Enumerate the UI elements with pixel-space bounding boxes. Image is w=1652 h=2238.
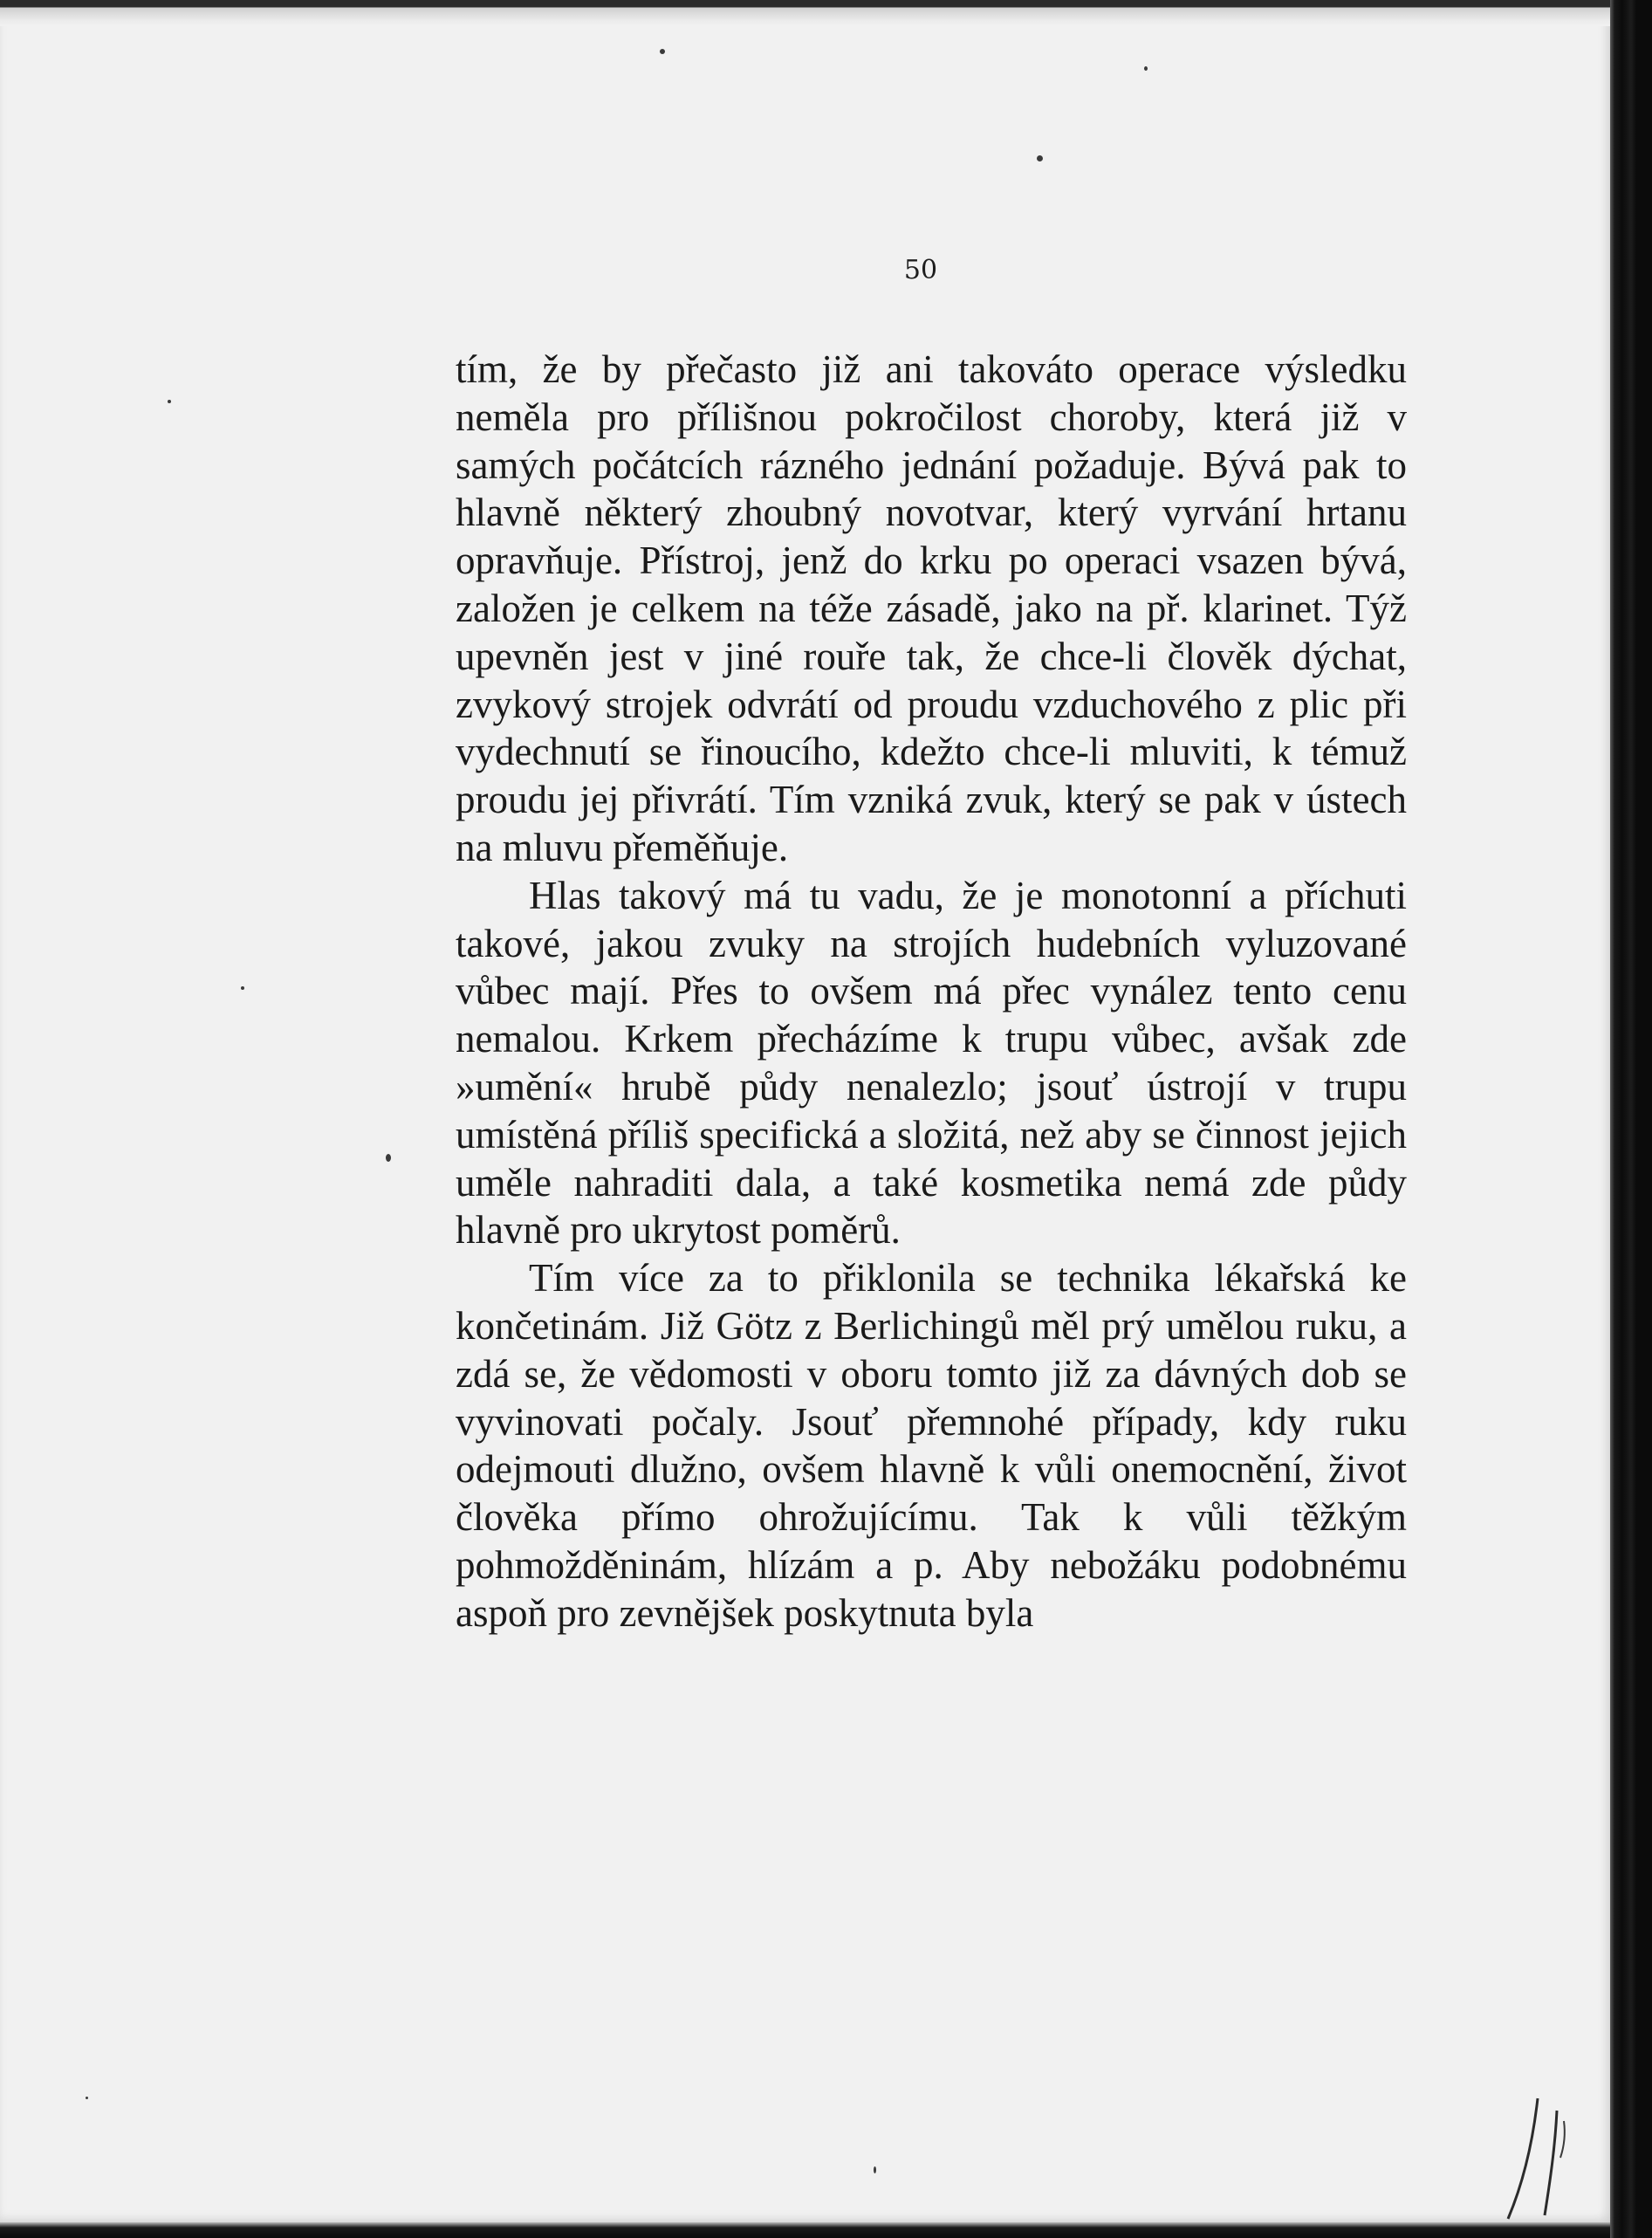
page-number: 50 [903,255,938,285]
dust-speck [874,2166,876,2173]
dust-speck [386,1154,391,1162]
paragraph: Tím více za to přiklonila se technika lékařská ke končetinám. Již Götz z Berlichingů měl prý umělou ruku, a zdá se, že vědomosti v oboru tomto již za dávných dob se vyvinovati počaly. Jsouť přemnohé případy, kdy ruku odejmouti dlužno, ovšem hlavně k vůli onemocnění, život člověka přímo ohrožujícímu. Tak k vůli těžkým pohmožděninám, hlízám a p. Aby nebožáku podobnému aspoň pro zevnějšek poskytnuta byla [456,1256,1407,1635]
paragraph: Hlas takový má tu vadu, že je monotonní a příchuti takové, jakou zvuky na strojích hudebních vyluzované vůbec mají. Přes to ovšem má přec vynález tento cenu nemalou. Krkem přecházíme k trupu vůbec, avšak zde »umění« hrubě půdy nenalezlo; jsouť ústrojí v trupu umístěná příliš specifická a složitá, než aby se činnost jejich uměle nahraditi dala, a také kosmetika nemá zde půdy hlavně pro ukrytost poměrů. [456,873,1407,1253]
top-page-edge [0,0,1610,26]
bottom-page-edge [0,2222,1610,2238]
right-page-edge [1610,0,1652,2238]
dust-speck [241,986,244,990]
dust-speck [86,2097,88,2099]
dust-speck [168,400,171,403]
dust-speck [660,49,665,54]
body-text [456,346,1407,1637]
dust-speck [1037,155,1043,161]
paragraph: tím, že by přečasto již ani takováto operace výsledku neměla pro přílišnou pokročilost choroby, která již v samých počátcích rázného jednání požaduje. Bývá pak to hlavně některý zhoubný novotvar, který vyrvání hrtanu opravňuje. Přístroj, jenž do krku po operaci vsazen bývá, založen je celkem na téže zásadě, jako na př. klarinet. Týž upevněn jest v jiné rouře tak, že chce-li člověk dýchat, zvykový strojek odvrátí od proudu vzduchového z plic při vydechnutí se řinoucího, kdežto chce-li mluviti, k témuž proudu jej přivrátí. Tím vzniká zvuk, který se pak v ústech na mluvu přeměňuje. [456,347,1407,869]
dust-speck [1144,66,1148,71]
pencil-mark [1484,2095,1580,2226]
